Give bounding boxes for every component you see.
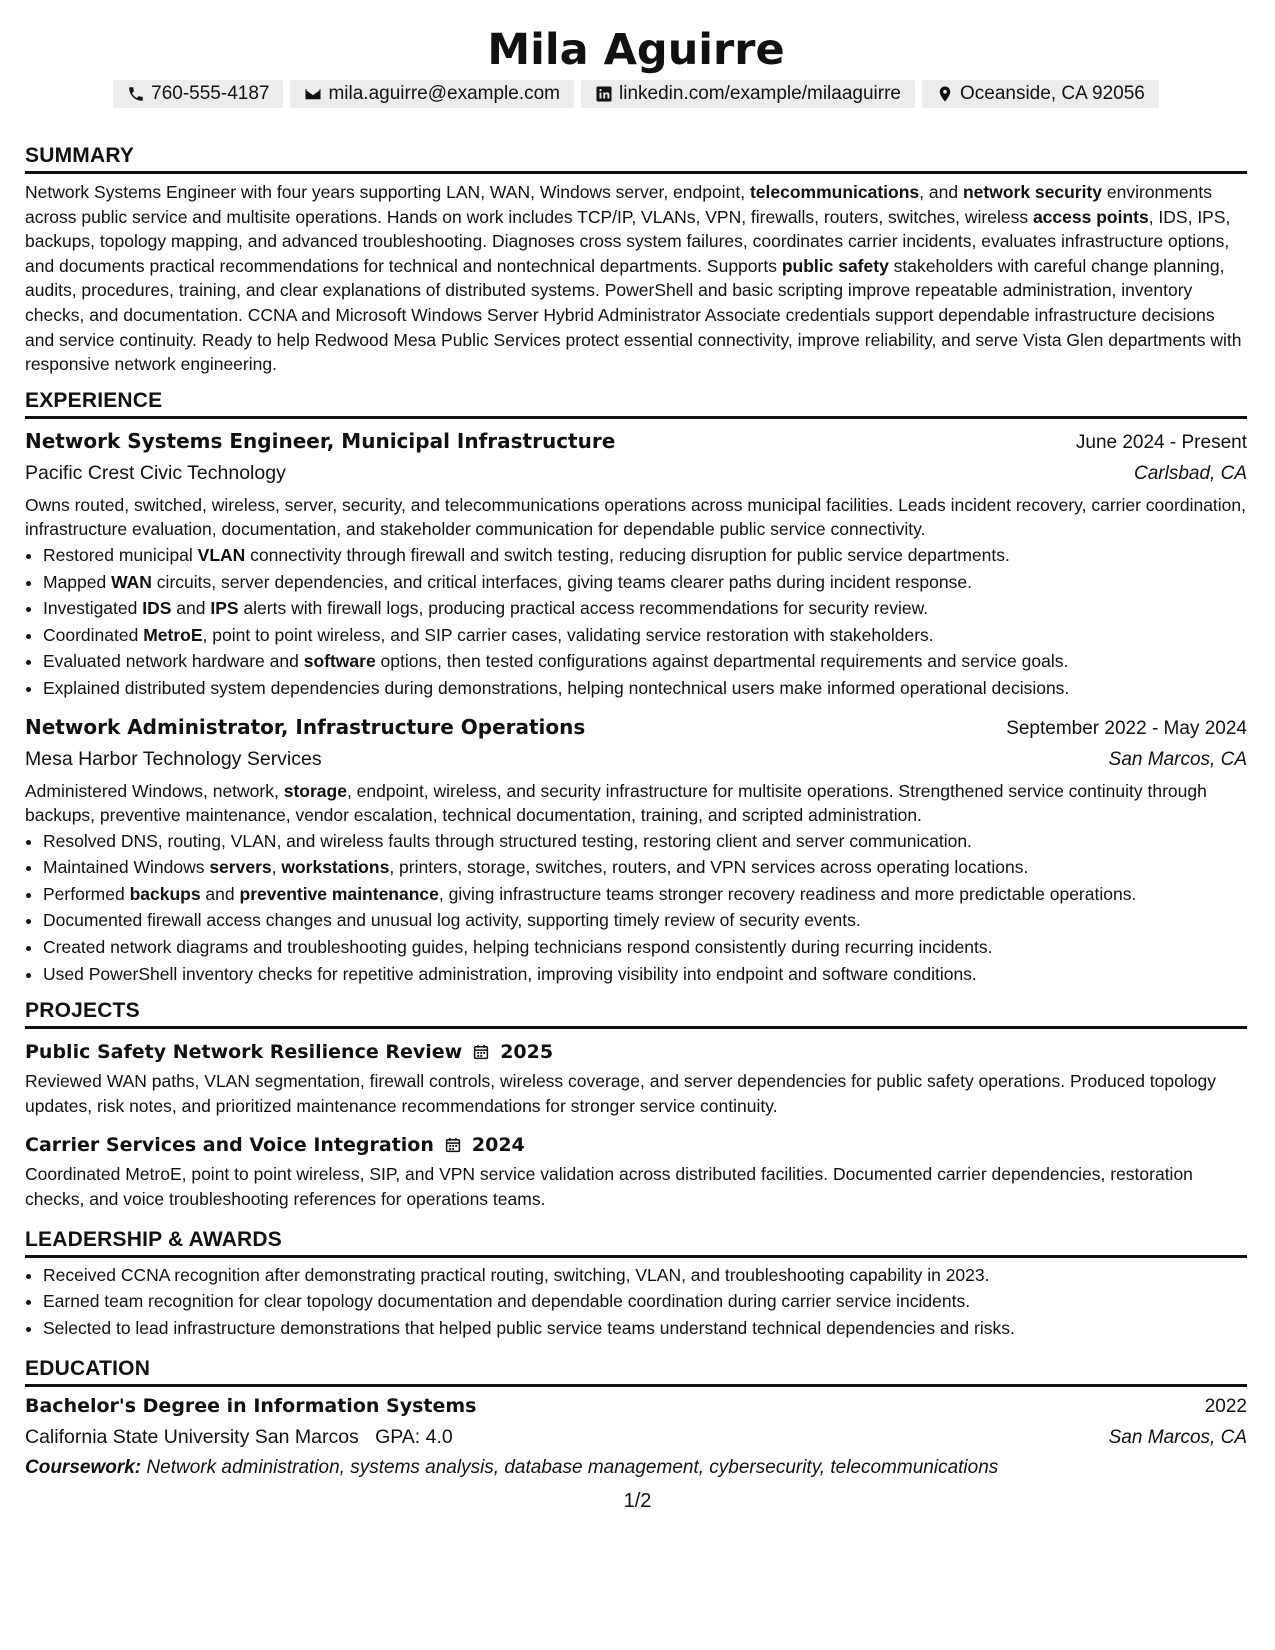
job-company: Mesa Harbor Technology Services (25, 747, 322, 770)
awards-list (25, 1262, 1247, 1342)
school-line (25, 1422, 453, 1452)
section-title-experience: EXPERIENCE (25, 389, 1247, 419)
list-item: • Earned team recognition for clear topology documentation and dependable coordination during carrier service incidents. (43, 1288, 1247, 1315)
gpa: GPA: 4.0 (375, 1426, 453, 1449)
section-title-education: EDUCATION (25, 1357, 1247, 1387)
page-number: 1/2 (623, 1490, 652, 1512)
job-description: Administered Windows, network, storage, endpoint, wireless, and security infrastructure for multisite operations. Strengthened service continuity through backups, preventive maintenance, vendor escalation, technical documentation, training, and scripted administration. (25, 780, 1207, 826)
list-item: • Selected to lead infrastructure demonstrations that helped public service teams understand technical dependencies and risks. (43, 1315, 1247, 1342)
job-company: Pacific Crest Civic Technology (25, 461, 286, 484)
candidate-name: Mila Aguirre (487, 25, 785, 75)
project-year: 2024 (471, 1134, 525, 1157)
job-dates: September 2022 - May 2024 (1006, 717, 1247, 739)
project-year: 2025 (500, 1041, 554, 1064)
education-section (25, 1357, 1247, 1483)
list-item: • Received CCNA recognition after demonstrating practical routing, switching, VLAN, and troubleshooting capability in 2023. (43, 1262, 1247, 1289)
job-location: Carlsbad, CA (1134, 462, 1247, 484)
list-item: • Explained distributed system dependencies during demonstrations, helping nontechnical users make informed operational decisions. (43, 675, 1247, 702)
job-dates: June 2024 - Present (1075, 431, 1247, 453)
email-icon (304, 85, 322, 103)
contact-location (922, 80, 1159, 108)
location-icon (936, 85, 954, 103)
location-text: Oceanside, CA 92056 (959, 83, 1145, 104)
coursework (25, 1453, 1247, 1483)
email-text: mila.aguirre@example.com (328, 83, 561, 104)
resume-page (25, 0, 1247, 1483)
list-item: • Used PowerShell inventory checks for repetitive administration, improving visibility into endpoint and software conditions. (43, 961, 1247, 988)
coursework-list: Network administration, systems analysis, database management, cybersecurity, telecommunications (146, 1457, 999, 1479)
section-title-awards: LEADERSHIP & AWARDS (25, 1228, 1247, 1258)
list-item: • Resolved DNS, routing, VLAN, and wireless faults through structured testing, restoring client and server communication. (43, 828, 1247, 855)
job-entry (25, 712, 1247, 988)
job-description: Owns routed, switched, wireless, server, security, and telecommunications operations across municipal facilities. Leads incident recovery, carrier coordination, infrastructure evaluation, documentation, and stakeholder communication for dependable public service connectivity. (25, 494, 1247, 540)
job-location: San Marcos, CA (1108, 748, 1247, 770)
list-item: • Restored municipal VLAN connectivity through firewall and switch testing, reducing disruption for public service departments. (43, 542, 1247, 569)
section-title-projects: PROJECTS (25, 999, 1247, 1029)
project-description: Coordinated MetroE, point to point wireless, SIP, and VPN service validation across distributed facilities. Documented carrier dependencies, restoration checks, and voice troubleshooting references for operations teams. (25, 1164, 1193, 1210)
contact-email[interactable] (290, 80, 574, 108)
contact-bar (25, 80, 1247, 108)
phone-text: 760-555-4187 (151, 83, 270, 104)
project-entry (25, 1130, 1247, 1211)
list-item: • Maintained Windows servers, workstations, printers, storage, switches, routers, and VPN services across operating locations. (43, 854, 1247, 881)
summary-text: Network Systems Engineer with four years supporting LAN, WAN, Windows server, endpoint, telecommunications, and network security environments across public service and multisite operations. Hands on work includes TCP/IP, VLANs, VPN, firewalls, routers, switches, wireless access points, IDS, IPS, backups, topology mapping, and advanced troubleshooting. Diagnoses cross system failures, coordinates carrier incidents, evaluates infrastructure options, and documents practical recommendations for technical and nontechnical departments. Supports public safety stakeholders with careful change planning, audits, procedures, training, and clear explanations of distributed systems. PowerShell and basic scripting improve repeatable administration, inventory checks, and documentation. CCNA and Microsoft Windows Server Hybrid Administrator Associate credentials support dependable infrastructure decisions and service continuity. Ready to help Redwood Mesa Public Services protect essential connectivity, improve reliability, and serve Vista Glen departments with responsive network engineering. (25, 182, 1242, 375)
contact-phone[interactable] (113, 80, 283, 108)
project-name: Public Safety Network Resilience Review (25, 1041, 463, 1064)
project-name: Carrier Services and Voice Integration (25, 1134, 434, 1157)
list-item: • Evaluated network hardware and software options, then tested configurations against departmental requirements and service goals. (43, 648, 1247, 675)
school-location: San Marcos, CA (1108, 1427, 1247, 1449)
coursework-label: Coursework: (25, 1457, 142, 1479)
list-item: • Documented firewall access changes and unusual log activity, supporting timely review of security events. (43, 907, 1247, 934)
calendar-icon (444, 1136, 462, 1154)
awards-section (25, 1228, 1247, 1342)
job-entry (25, 426, 1247, 702)
summary-section (25, 144, 1247, 377)
linkedin-icon (595, 85, 613, 103)
contact-linkedin[interactable] (581, 80, 915, 108)
project-description: Reviewed WAN paths, VLAN segmentation, firewall controls, wireless coverage, and server dependencies for public safety operations. Produced topology updates, risk notes, and prioritized maintenance recommendations for stronger service continuity. (25, 1071, 1216, 1116)
job-bullets (25, 828, 1247, 988)
project-entry (25, 1037, 1247, 1118)
list-item: • Coordinated MetroE, point to point wireless, and SIP carrier cases, validating service restoration with stakeholders. (43, 622, 1247, 649)
job-title: Network Administrator, Infrastructure Operations (25, 714, 586, 739)
job-title: Network Systems Engineer, Municipal Infrastructure (25, 428, 616, 453)
phone-icon (127, 85, 145, 103)
list-item: • Mapped WAN circuits, server dependencies, and critical interfaces, giving teams clearer paths during incident response. (43, 569, 1247, 596)
degree-title: Bachelor's Degree in Information Systems (25, 1395, 477, 1418)
section-title-summary: SUMMARY (25, 144, 1247, 174)
list-item: • Performed backups and preventive maintenance, giving infrastructure teams stronger recovery readiness and more predictable operations. (43, 881, 1247, 908)
list-item: • Investigated IDS and IPS alerts with firewall logs, producing practical access recommendations for security review. (43, 595, 1247, 622)
job-bullets (25, 542, 1247, 702)
graduation-year: 2022 (1204, 1396, 1247, 1418)
calendar-icon (472, 1043, 490, 1061)
list-item: • Created network diagrams and troubleshooting guides, helping technicians respond consistently during recurring incidents. (43, 934, 1247, 961)
experience-section (25, 389, 1247, 988)
school-name: California State University San Marcos (25, 1426, 359, 1449)
linkedin-text: linkedin.com/example/milaaguirre (619, 83, 901, 104)
projects-section (25, 999, 1247, 1211)
